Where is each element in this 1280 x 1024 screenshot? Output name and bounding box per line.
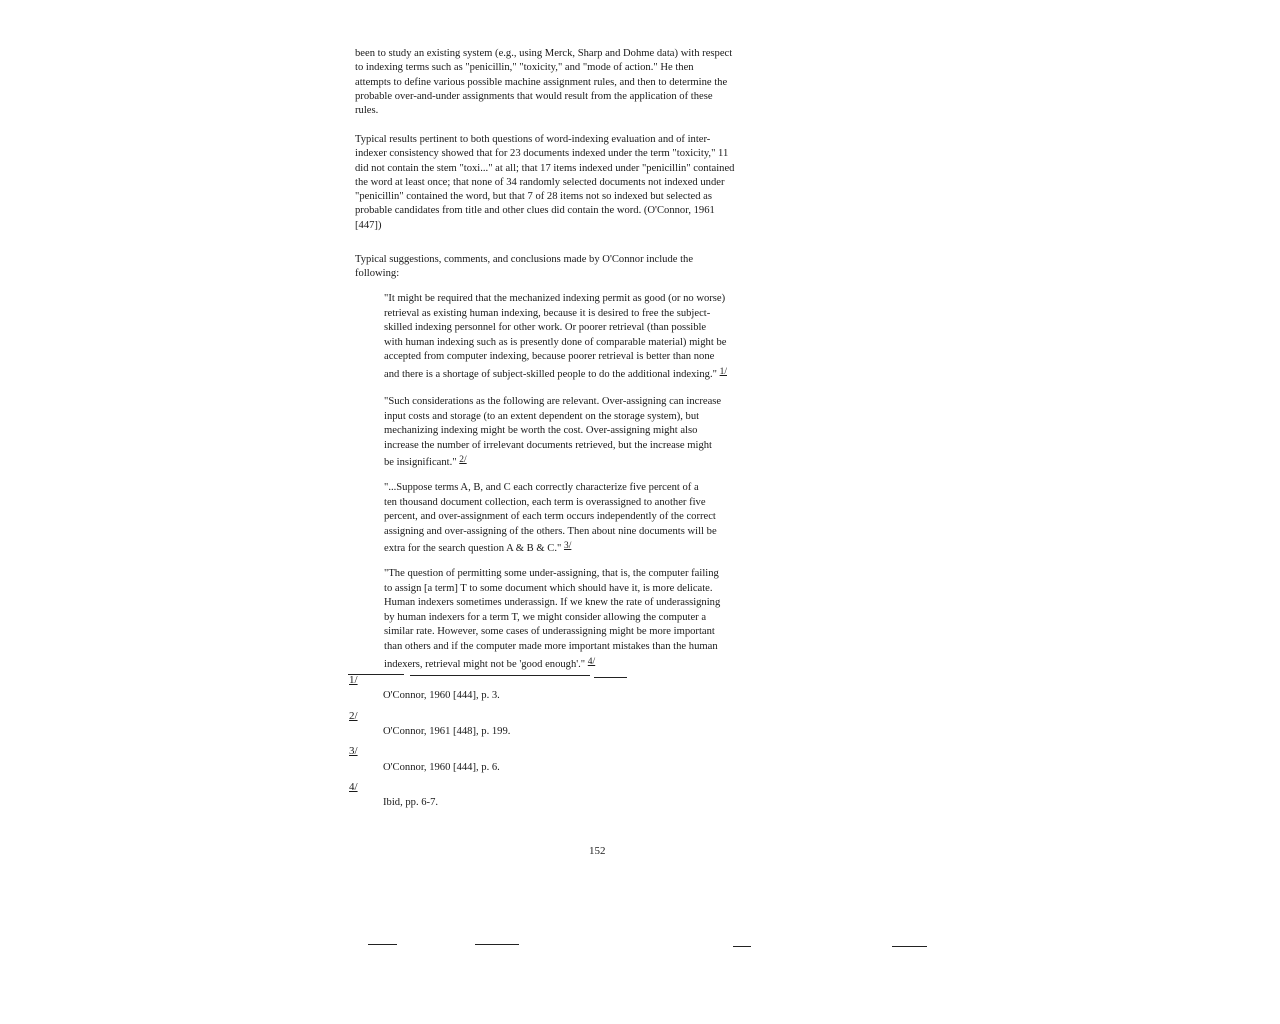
quote-2-text: "Such considerations as the following are relevant. Over-assigning can increase input costs and storage (to an extent dependent on the storage system), but mechanizing indexing might be worth the cost. Over-assigning might also increase the number of irrelevant documents retrieved, but the increase might be insignificant." — [384, 396, 722, 469]
footnote-text-2: O'Connor, 1961 [448], p. 199. — [383, 726, 511, 737]
quote-1 — [384, 292, 854, 383]
footnote-text-4: Ibid, pp. 6-7. — [383, 797, 439, 808]
scan-mark-4 — [892, 946, 927, 947]
footnote-mark-4: 4/ — [349, 781, 358, 793]
quote-3 — [384, 481, 854, 557]
footnote-separator-right — [594, 677, 627, 678]
footnote-ref-3: 3/ — [563, 541, 572, 552]
footnote-mark-2: 2/ — [349, 710, 358, 722]
footnote-ref-1: 1/ — [719, 366, 727, 377]
quote-2 — [384, 395, 854, 471]
footnote-mark-1: 1/ — [349, 674, 358, 686]
quote-4-text: "The question of permitting some under-assigning, that is, the computer failing to assign [a term] T to some document which should have it, is more delicate. Human indexers sometimes underassign. If we knew the rate of underassigning by human indexers for a term T, we might consider allowing the computer a similar rate. However, some cases of underassigning might be more important than others and if the computer made more important mistakes than the human indexers, retrieval might not be 'good enough'." — [384, 568, 721, 670]
footnote-text-1: O'Connor, 1960 [444], p. 3. — [383, 690, 500, 701]
footnote-ref-4: 4/ — [587, 656, 596, 667]
quote-4 — [384, 567, 854, 672]
paragraph-results: Typical results pertinent to both questions of word-indexing evaluation and of inter- indexer consistency showed that for 23 documents indexed under the term "toxicity," 11 did not contain the stem "toxi..." at all; that 17 items indexed under "penicillin" contained the word at least once; that none of 34 randomly selected documents not indexed under "penicillin" contained the word, but that 7 of 28 items not so indexed but selected as probable candidates from title and other clues did contain the word. (O'Connor, 1961 [447]) — [355, 134, 735, 231]
scan-mark-2 — [475, 944, 519, 945]
paragraph-intro: been to study an existing system (e.g., using Merck, Sharp and Dohme data) with respect to indexing terms such as "penicillin," "toxicity," and "mode of action." He then attempts to define various possible machine assignment rules, and then to determine the probable over-and-under assignments that would result from the application of these rules. — [355, 48, 733, 117]
footnote-ref-2: 2/ — [459, 455, 467, 466]
paragraph-suggestions: Typical suggestions, comments, and conclusions made by O'Connor include the following: — [355, 254, 694, 280]
quote-3-text: "...Suppose terms A, B, and C each correctly characterize five percent of a ten thousand document collection, each term is overassigned to another five percent, and over-assignment of each term occurs independently of the correct assigning and over-assigning of the others. Then about nine documents will be extra for the search question A & B & C." — [384, 482, 717, 555]
footnote-text-3: O'Connor, 1960 [444], p. 6. — [383, 762, 500, 773]
scan-mark-1 — [368, 944, 397, 945]
page-number: 152 — [589, 845, 606, 857]
footnote-mark-3: 3/ — [349, 745, 358, 757]
footnote-separator-middle — [410, 675, 590, 676]
quote-1-text: "It might be required that the mechanized indexing permit as good (or no worse) retrieval as existing human indexing, because it is desired to free the subject- skilled indexing personnel for other work. Or poorer retrieval (than possible with human indexing such as is presently done of comparable material) might be accepted from computer indexing, because poorer retrieval is better than none and there is a shortage of subject-skilled people to do the additional indexing." — [384, 293, 727, 380]
scan-mark-3 — [733, 946, 751, 947]
